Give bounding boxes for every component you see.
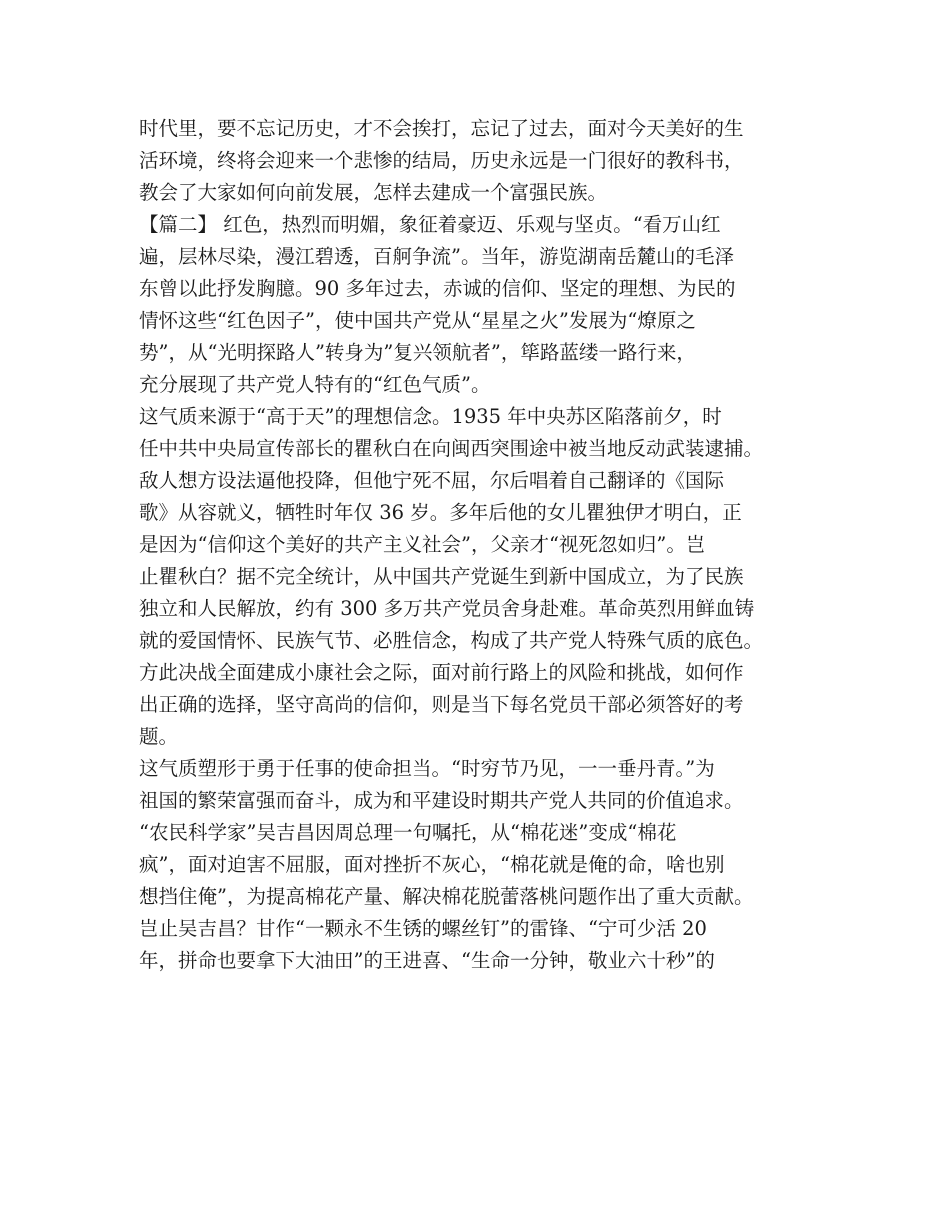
text-line: 想挡住俺”，为提高棉花产量、解决棉花脱蕾落桃问题作出了重大贡献。 [139, 885, 754, 908]
text-line: 势”，从“光明探路人”转身为”复兴领航者”，筚路蓝缕一路行来， [139, 341, 696, 364]
document-body [139, 113, 819, 977]
text-line: 祖国的繁荣富强而奋斗，成为和平建设时期共产党人共同的价值追求。 [139, 789, 744, 812]
text-line: 教会了大家如何向前发展，怎样去建成一个富强民族。 [139, 181, 608, 204]
text-line: 时代里，要不忘记历史，才不会挨打，忘记了过去，面对今天美好的生 [139, 117, 744, 140]
text-line: 充分展现了共产党人特有的“红色气质”。 [139, 373, 491, 396]
text-line: 年，拼命也要拿下大油田”的王进喜、“生命一分钟，敬业六十秒”的 [139, 949, 715, 972]
text-line: 这气质来源于“高于天”的理想信念。1935 年中央苏区陷落前夕，时 [139, 405, 722, 428]
text-line: 独立和人民解放，约有 300 多万共产党员舍身赴难。革命英烈用鲜血铸 [139, 597, 755, 620]
text-line: 疯”，面对迫害不屈服，面对挫折不灰心，“棉花就是俺的命，啥也别 [139, 853, 725, 876]
text-line: 方此决战全面建成小康社会之际，面对前行路上的风险和挑战，如何作 [139, 661, 744, 684]
text-line: 遍，层林尽染，漫江碧透，百舸争流”。当年，游览湖南岳麓山的毛泽 [139, 245, 734, 268]
text-line: 敌人想方设法逼他投降，但他宁死不屈，尔后唱着自己翻译的《国际 [139, 469, 725, 492]
text-line: 情怀这些“红色因子”，使中国共产党从“星星之火”发展为“燎原之 [139, 309, 696, 332]
section-heading-line: 【篇二】 红色，热烈而明媚，象征着豪迈、乐观与坚贞。“看万山红 [139, 213, 721, 236]
text-line: 出正确的选择，坚守高尚的信仰，则是当下每名党员干部必须答好的考 [139, 693, 744, 716]
text-line: 就的爱国情怀、民族气节、必胜信念，构成了共产党人特殊气质的底色。 [139, 629, 764, 652]
text-line: 东曾以此抒发胸臆。90 多年过去，赤诚的信仰、坚定的理想、为民的 [139, 277, 736, 300]
text-line: 题。 [139, 725, 179, 748]
text-line: 这气质塑形于勇于任事的使命担当。“时穷节乃见，一一垂丹青。”为 [139, 757, 715, 780]
text-line: 歌》从容就义，牺牲时年仅 36 岁。多年后他的女儿瞿独伊才明白，正 [139, 501, 742, 524]
text-line: 岂止吴吉昌？甘作“一颗永不生锈的螺丝钉”的雷锋、“宁可少活 20 [139, 917, 707, 940]
text-line: 是因为“信仰这个美好的共产主义社会”，父亲才“视死忽如归”。岂 [139, 533, 706, 556]
text-line: 活环境，终将会迎来一个悲惨的结局，历史永远是一门很好的教科书， [139, 149, 744, 172]
text-line: 止瞿秋白？据不完全统计，从中国共产党诞生到新中国成立，为了民族 [139, 565, 744, 588]
text-line: 任中共中央局宣传部长的瞿秋白在向闽西突围途中被当地反动武装逮捕。 [139, 437, 764, 460]
text-line: “农民科学家”吴吉昌因周总理一句嘱托，从“棉花迷”变成“棉花 [139, 821, 677, 844]
